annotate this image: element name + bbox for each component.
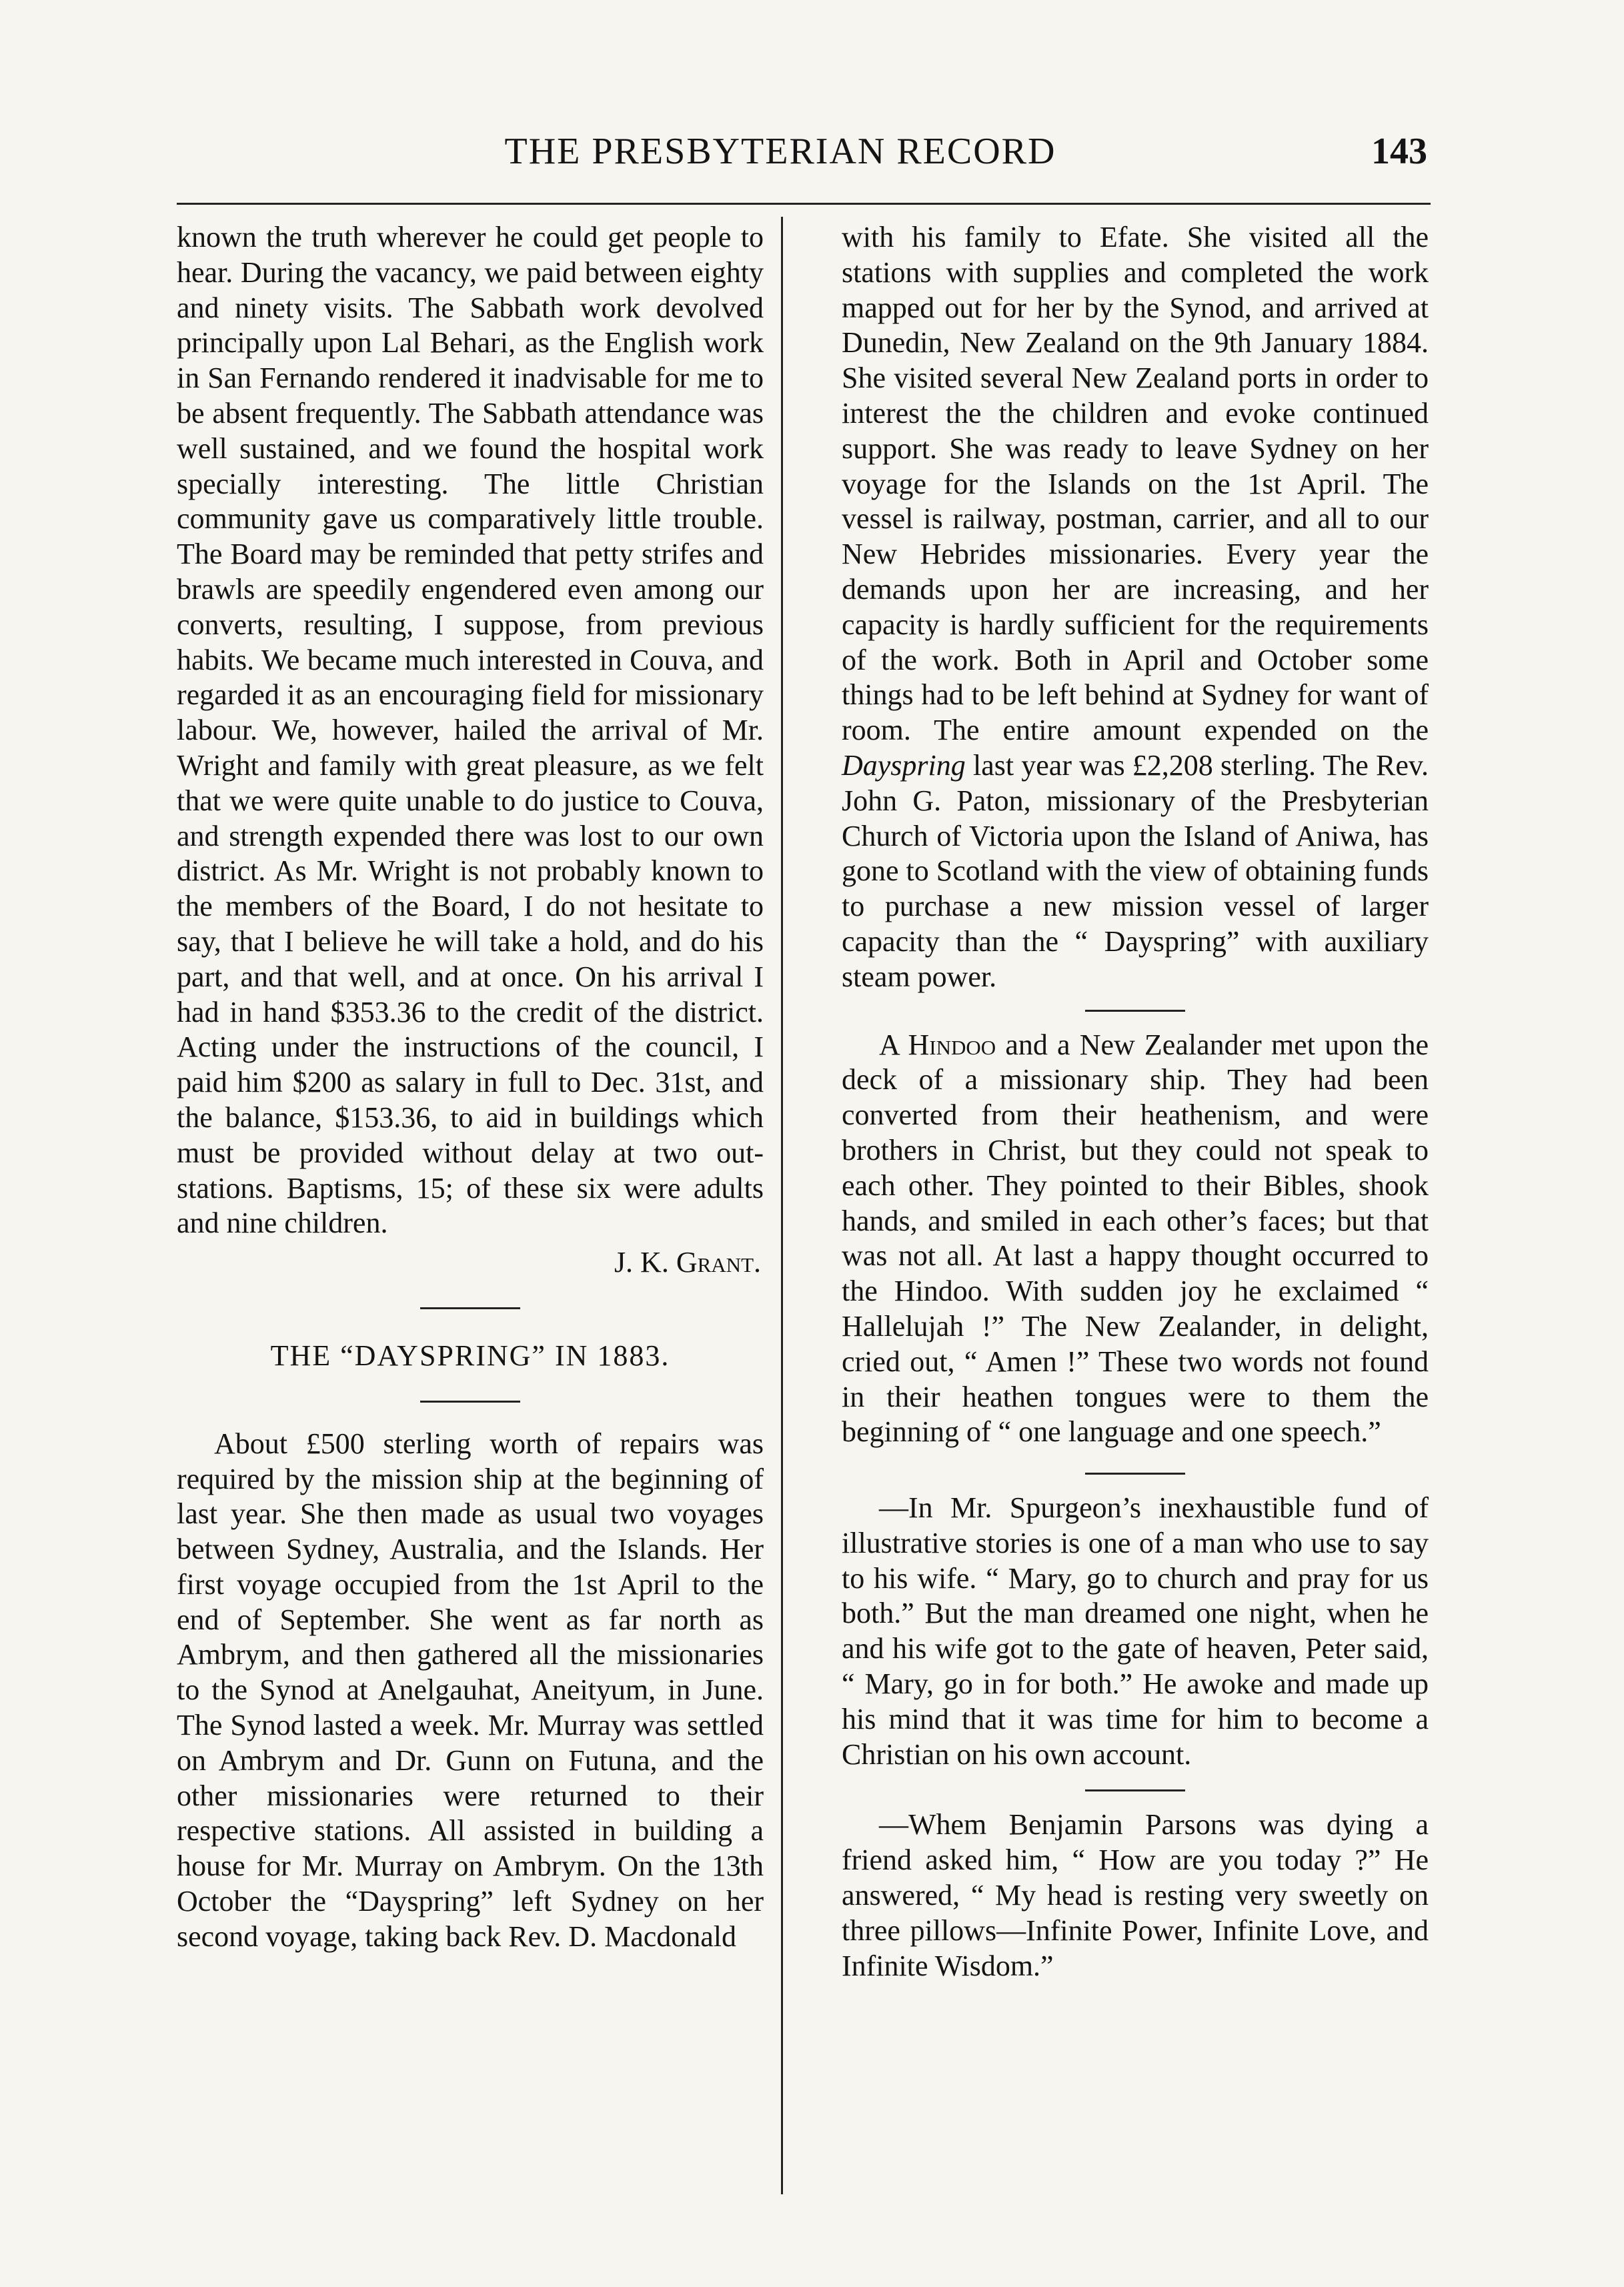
text-run: with his family to Efate. She visited all the stations with supplies and completed the work mapped out for her by the Synod, and arrived at Dunedin, New Zealand on the 9th January 1884. She visited several New Zealand ports in order to interest the the children and evoke continued support. She was ready to leave Sydney on her voyage for the Islands on the 1st April. The vessel is railway, postman, carrier, and all to our New Hebrides missionaries. Every year the demands upon her are increasing, and her capacity is hardly sufficient for the requirements of the work. Both in April and October some things had to be left behind at Sydney for want of room. The entire amount expended on the bbox=[842, 221, 1429, 747]
section-rule bbox=[1085, 1789, 1185, 1791]
ship-name: Dayspring bbox=[842, 748, 966, 782]
text-run: A bbox=[879, 1028, 899, 1061]
signature: J. K. Grant. bbox=[614, 1246, 761, 1279]
small-caps-word: Hindoo bbox=[908, 1028, 996, 1061]
header-rule bbox=[177, 203, 1431, 205]
spurgeon-anecdote-paragraph: —In Mr. Spurgeon’s inexhaustible fund of illustrative stories is one of a man who use to say to his wife. “ Mary, go to church and pray for us both.” But the man dreamed one night, when he and his wife got to the gate of heaven, Peter said, “ Mary, go in for both.” He awoke and made up his mind that it was time for him to become a Christian on his own account. bbox=[842, 1491, 1429, 1771]
running-title: THE PRESBYTERIAN RECORD bbox=[504, 131, 1056, 172]
right-column bbox=[842, 220, 1429, 1984]
text-run: last year was £2,208 sterling. The Rev. John G. Paton, missionary of the Presbyterian Church of Victoria upon the Island of Aniwa, has gone to Scotland with the view of obtaining funds to purchase a new mission vessel of larger capacity than the “ Dayspring” with auxiliary steam power. bbox=[842, 748, 1429, 993]
section-rule bbox=[1085, 1010, 1185, 1012]
article-heading: THE “DAYSPRING” IN 1883. bbox=[270, 1339, 670, 1372]
column-divider bbox=[781, 217, 783, 2194]
left-column bbox=[177, 220, 764, 1955]
dayspring-continued-paragraph bbox=[842, 220, 1429, 995]
section-rule bbox=[1085, 1473, 1185, 1475]
section-rule bbox=[420, 1401, 520, 1403]
parsons-anecdote-paragraph: —Whem Benjamin Parsons was dying a friend asked him, “ How are you today ?” He answered, “ My head is resting very sweetly on three pillows—Infinite Power, Infinite Love, and Infinite Wisdom.” bbox=[842, 1808, 1429, 1982]
section-rule bbox=[420, 1307, 520, 1309]
page-number: 143 bbox=[1371, 131, 1427, 172]
page-header bbox=[0, 130, 1624, 190]
text-run: and a New Zealander met upon the deck of a missionary ship. They had been converted from their heathenism, and were brothers in Christ, but they could not speak to each other. They pointed to their Bibles, shook hands, and smiled in each other’s faces; but that was not all. At last a happy thought occurred to the Hindoo. With sudden joy he exclaimed “ Hallelujah !” The New Zealander, in delight, cried out, “ Amen !” These two words not found in their heathen tongues were to them the beginning of “ one language and one speech.” bbox=[842, 1028, 1429, 1449]
mission-report-paragraph: known the truth wherever he could get people to hear. During the vacancy, we paid between eighty and ninety visits. The Sabbath work devolved principally upon Lal Behari, as the English work in San Fernando rendered it inadvisable for me to be absent frequently. The Sabbath attendance was well sustained, and we found the hospital work specially interesting. The little Christian community gave us comparatively little trouble. The Board may be reminded that petty strifes and brawls are speedily engendered even among our converts, resulting, I suppose, from previous habits. We became much interested in Couva, and regarded it as an encouraging field for missionary labour. We, however, hailed the arrival of Mr. Wright and family with great pleasure, as we felt that we were quite unable to do justice to Couva, and strength expended there was lost to our own district. As Mr. Wright is not probably known to the members of the Board, I do not hesitate to say, that I believe he will take a hold, and do his part, and that well, and at once. On his arrival I had in hand $353.36 to the credit of the district. Acting under the instructions of the council, I paid him $200 as salary in full to Dec. 31st, and the balance, $153.36, to aid in buildings which must be provided without delay at two out-stations. Baptisms, 15; of these six were adults and nine children. bbox=[177, 221, 764, 1240]
dayspring-paragraph: About £500 sterling worth of repairs was required by the mission ship at the beginning of last year. She then made as usual two voyages between Sydney, Australia, and the Islands. Her first voyage occupied from the 1st April to the end of September. She went as far north as Ambrym, and then gathered all the missionaries to the Synod at Anelgauhat, Aneityum, in June. The Synod lasted a week. Mr. Murray was settled on Ambrym and Dr. Gunn on Futuna, and the other missionaries were returned to their respective stations. All assisted in building a house for Mr. Murray on Ambrym. On the 13th October the “Dayspring” left Sydney on her second voyage, taking back Rev. D. Macdonald bbox=[177, 1427, 764, 1953]
hindoo-anecdote-paragraph bbox=[842, 1028, 1429, 1451]
